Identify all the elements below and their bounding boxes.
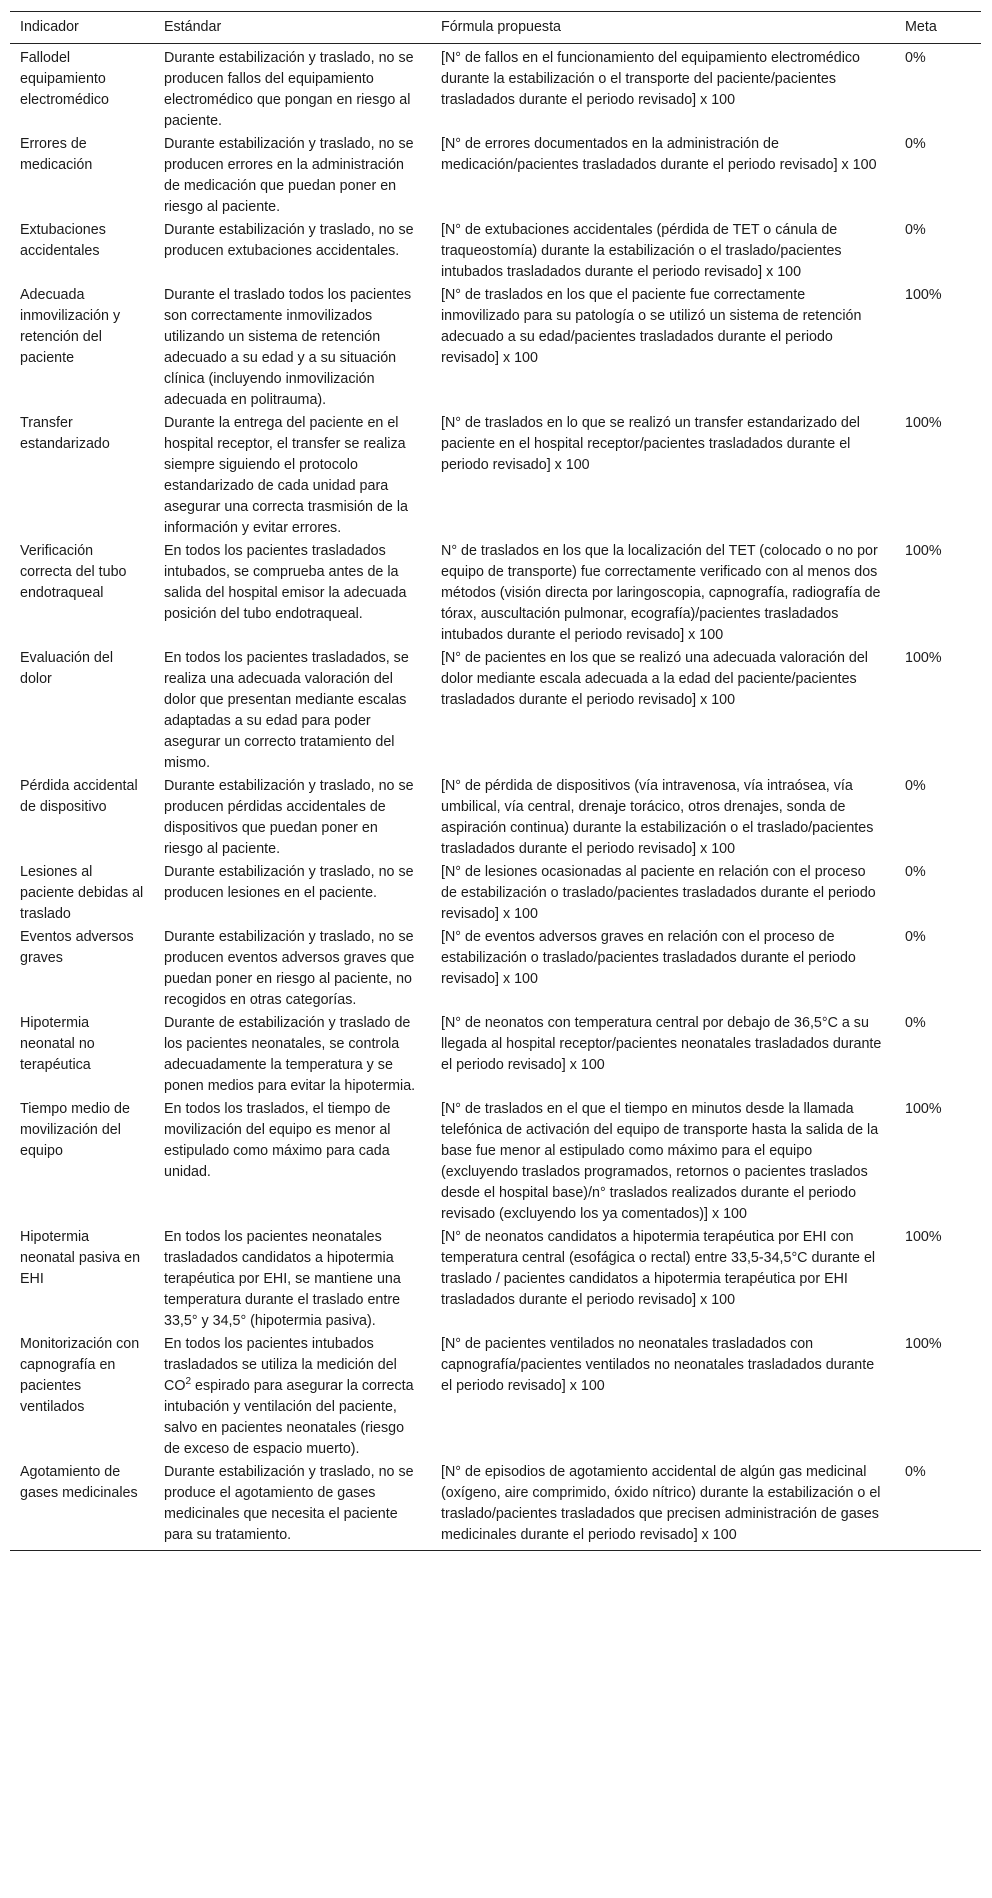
- header-indicador: Indicador: [20, 19, 79, 35]
- estandar-text-pre: En todos los pacientes intubados trasladados se utiliza la medición del CO: [164, 1336, 397, 1394]
- table-row: [10, 861, 981, 926]
- cell-indicador: Hipotermia neonatal no terapéutica: [20, 1015, 95, 1073]
- cell-formula: N° de traslados en los que la localización del TET (colocado o no por equipo de transporte) fue correctamente verificado con al menos dos métodos (visión directa por laringoscopia, capnografía, radiografía de tórax, auscultación pulmonar, ecografía)/pacientes trasladados intubados durante el periodo revisado] x 100: [441, 543, 881, 643]
- cell-meta: 100%: [905, 415, 942, 431]
- cell-indicador: Adecuada inmovilización y retención del paciente: [20, 287, 121, 366]
- cell-meta: 0%: [905, 136, 926, 152]
- cell-indicador: Monitorización con capnografía en pacientes ventilados: [20, 1336, 140, 1415]
- table-row: [10, 44, 981, 134]
- table-row: [10, 133, 981, 219]
- cell-estandar: Durante el traslado todos los pacientes son correctamente inmovilizados utilizando un sistema de retención adecuado a su edad y a su situación clínica (incluyendo inmovilización adecuada en politrauma).: [164, 287, 412, 408]
- cell-meta: 0%: [905, 222, 926, 238]
- table-row: [10, 647, 981, 775]
- cell-meta: 0%: [905, 50, 926, 66]
- table-row: [10, 1012, 981, 1098]
- cell-meta: 0%: [905, 929, 926, 945]
- cell-formula: [N° de pacientes ventilados no neonatales trasladados con capnografía/pacientes ventilados no neonatales trasladados durante el periodo revisado] x 100: [441, 1336, 875, 1394]
- table-row: [10, 1333, 981, 1461]
- cell-indicador: Agotamiento de gases medicinales: [20, 1464, 138, 1501]
- estandar-text-post: espirado para asegurar la correcta intubación y ventilación del paciente, salvo en pacientes neonatales (riesgo de exceso de espacio muerto).: [164, 1378, 414, 1457]
- table-row: [10, 1098, 981, 1226]
- cell-formula: [N° de pérdida de dispositivos (vía intravenosa, vía intraósea, vía umbilical, vía central, drenaje torácico, otros drenajes, sonda de aspiración continua) durante la estabilización o el traslado/pacientes trasladados durante el periodo revisado] x 100: [441, 778, 874, 857]
- cell-formula: [N° de errores documentados en la administración de medicación/pacientes trasladados durante el periodo revisado] x 100: [441, 136, 877, 173]
- header-meta: Meta: [905, 19, 937, 35]
- cell-estandar: Durante estabilización y traslado, no se producen lesiones en el paciente.: [164, 864, 414, 901]
- cell-meta: 100%: [905, 650, 942, 666]
- cell-estandar: Durante estabilización y traslado, no se producen pérdidas accidentales de dispositivos que puedan poner en riesgo al paciente.: [164, 778, 414, 857]
- cell-meta: 100%: [905, 1229, 942, 1245]
- cell-indicador: Extubaciones accidentales: [20, 222, 106, 259]
- cell-formula: [N° de eventos adversos graves en relación con el proceso de estabilización o traslado/pacientes trasladados durante el periodo revisado] x 100: [441, 929, 856, 987]
- cell-indicador: Fallodel equipamiento electromédico: [20, 50, 109, 108]
- table-row: [10, 412, 981, 540]
- table-row: [10, 284, 981, 412]
- table-row: [10, 1461, 981, 1551]
- cell-estandar: En todos los traslados, el tiempo de movilización del equipo es menor al estipulado como máximo para cada unidad.: [164, 1101, 391, 1180]
- cell-formula: [N° de pacientes en los que se realizó una adecuada valoración del dolor mediante escala adecuada a la edad del paciente/pacientes trasladados durante el periodo revisado] x 100: [441, 650, 868, 708]
- header-formula: Fórmula propuesta: [441, 19, 561, 35]
- table-row: [10, 926, 981, 1012]
- cell-estandar: Durante la entrega del paciente en el hospital receptor, el transfer se realiza siempre siguiendo el protocolo estandarizado de cada unidad para asegurar una correcta trasmisión de la información y evitar errores.: [164, 415, 408, 536]
- indicators-table: [10, 11, 981, 1551]
- cell-estandar: En todos los pacientes trasladados intubados, se comprueba antes de la salida del hospital emisor la adecuada posición del tubo endotraqueal.: [164, 543, 407, 622]
- cell-meta: 0%: [905, 1015, 926, 1031]
- cell-indicador: Eventos adversos graves: [20, 929, 134, 966]
- cell-indicador: Verificación correcta del tubo endotraqueal: [20, 543, 127, 601]
- cell-indicador: Lesiones al paciente debidas al traslado: [20, 864, 144, 922]
- cell-formula: [N° de lesiones ocasionadas al paciente en relación con el proceso de estabilización o traslado/pacientes trasladados durante el periodo revisado] x 100: [441, 864, 876, 922]
- header-estandar: Estándar: [164, 19, 222, 35]
- cell-estandar: Durante de estabilización y traslado de los pacientes neonatales, se controla adecuadamente la temperatura y se ponen medios para evitar la hipotermia.: [164, 1015, 416, 1094]
- cell-meta: 0%: [905, 1464, 926, 1480]
- cell-formula: [N° de neonatos con temperatura central por debajo de 36,5°C a su llegada al hospital receptor/pacientes neonatales trasladados durante el periodo revisado] x 100: [441, 1015, 882, 1073]
- cell-indicador: Pérdida accidental de dispositivo: [20, 778, 138, 815]
- cell-meta: 0%: [905, 778, 926, 794]
- cell-formula: [N° de neonatos candidatos a hipotermia terapéutica por EHI con temperatura central (esofágica o rectal) entre 33,5-34,5°C durante el traslado / pacientes candidatos a hipotermia terapéutica por EHI trasladados durante el periodo revisado] x 100: [441, 1229, 876, 1308]
- table-row: [10, 540, 981, 647]
- cell-estandar: Durante estabilización y traslado, no se producen fallos del equipamiento electromédico que pongan en riesgo al paciente.: [164, 50, 414, 129]
- cell-meta: 100%: [905, 287, 942, 303]
- cell-formula: [N° de episodios de agotamiento accidental de algún gas medicinal (oxígeno, aire comprimido, óxido nítrico) durante la estabilización o el traslado/pacientes trasladados que precisen administración de gases medicinales durante el periodo revisado] x 100: [441, 1464, 881, 1543]
- table-row: [10, 1226, 981, 1333]
- cell-indicador: Transfer estandarizado: [20, 415, 110, 452]
- cell-estandar: Durante estabilización y traslado, no se producen eventos adversos graves que puedan poner en riesgo al paciente, no recogidos en otras categorías.: [164, 929, 415, 1008]
- cell-formula: [N° de fallos en el funcionamiento del equipamiento electromédico durante la estabilización o el transporte del paciente/pacientes trasladados durante el periodo revisado] x 100: [441, 50, 860, 108]
- cell-estandar: Durante estabilización y traslado, no se produce el agotamiento de gases medicinales que necesita el paciente para su tratamiento.: [164, 1464, 414, 1543]
- cell-estandar: En todos los pacientes neonatales trasladados candidatos a hipotermia terapéutica por EHI, se mantiene una temperatura durante el traslado entre 33,5° y 34,5° (hipotermia pasiva).: [164, 1229, 401, 1329]
- cell-meta: 100%: [905, 1336, 942, 1352]
- cell-formula: [N° de traslados en el que el tiempo en minutos desde la llamada telefónica de activación del equipo de transporte hasta la salida de la base fue menor al estipulado como máximo para el equipo (excluyendo traslados programados, retornos o pacientes traslados desde el hospital base)/n° traslados realizados durante el periodo revisado (excluyendo los ya comentados)] x 100: [441, 1101, 879, 1222]
- cell-formula: [N° de extubaciones accidentales (pérdida de TET o cánula de traqueostomía) durante la estabilización o el traslado/pacientes intubados trasladados durante el periodo revisado] x 100: [441, 222, 842, 280]
- cell-meta: 100%: [905, 543, 942, 559]
- cell-formula: [N° de traslados en los que el paciente fue correctamente inmovilizado para su patología o se utilizó un sistema de retención adecuado a su edad/pacientes trasladados durante el periodo revisado] x 100: [441, 287, 862, 366]
- subscript-2: 2: [185, 1376, 192, 1388]
- cell-indicador: Tiempo medio de movilización del equipo: [20, 1101, 130, 1159]
- cell-estandar: Durante estabilización y traslado, no se producen extubaciones accidentales.: [164, 222, 414, 259]
- table-row: [10, 775, 981, 861]
- cell-indicador: Hipotermia neonatal pasiva en EHI: [20, 1229, 141, 1287]
- cell-formula: [N° de traslados en lo que se realizó un transfer estandarizado del paciente en el hospital receptor/pacientes trasladados durante el periodo revisado] x 100: [441, 415, 860, 473]
- table-header-row: [10, 12, 981, 44]
- cell-indicador: Errores de medicación: [20, 136, 93, 173]
- cell-estandar: Durante estabilización y traslado, no se producen errores en la administración de medicación que puedan poner en riesgo al paciente.: [164, 136, 414, 215]
- table-row: [10, 219, 981, 284]
- cell-estandar: En todos los pacientes trasladados, se realiza una adecuada valoración del dolor que presentan mediante escalas adaptadas a su edad para poder asegurar un correcto tratamiento del mismo.: [164, 650, 409, 771]
- cell-indicador: Evaluación del dolor: [20, 650, 113, 687]
- cell-estandar: [154, 1333, 431, 1461]
- cell-meta: 100%: [905, 1101, 942, 1117]
- cell-meta: 0%: [905, 864, 926, 880]
